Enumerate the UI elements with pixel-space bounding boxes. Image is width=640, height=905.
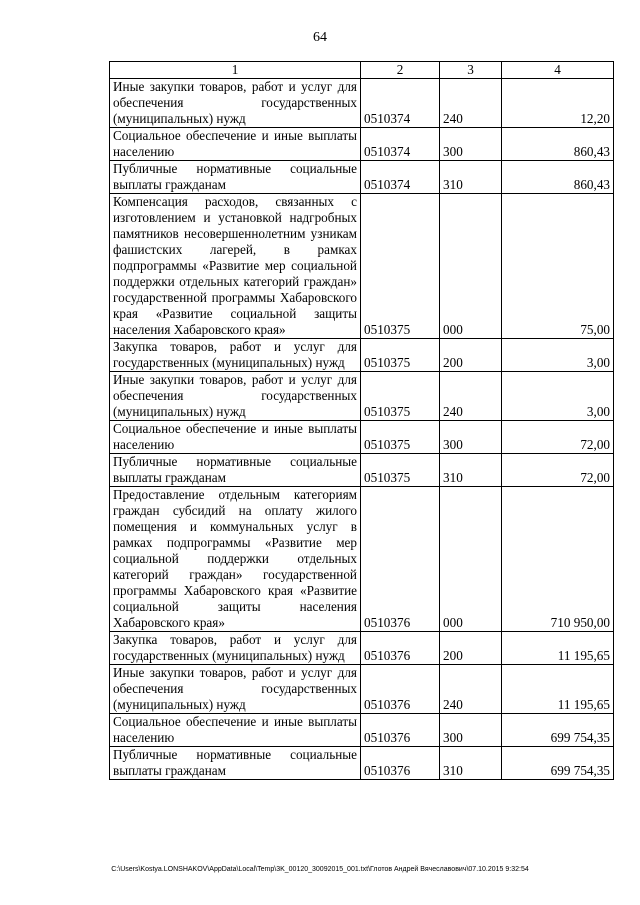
row-name-cell: Публичные нормативные социальные выплаты гражданам: [110, 747, 361, 780]
table-row: [110, 747, 614, 780]
row-name-cell: Закупка товаров, работ и услуг для государственных (муниципальных) нужд: [110, 339, 361, 372]
row-target-article-cell: 0510375: [361, 194, 440, 339]
row-expense-type-cell: 300: [440, 128, 502, 161]
table-row: [110, 714, 614, 747]
row-expense-type-cell: 300: [440, 421, 502, 454]
table-row: [110, 161, 614, 194]
row-target-article-cell: 0510374: [361, 79, 440, 128]
row-expense-type-cell: 240: [440, 372, 502, 421]
row-name-cell: Иные закупки товаров, работ и услуг для обеспечения государственных (муниципальных) нужд: [110, 79, 361, 128]
column-header-2: 2: [361, 62, 440, 79]
row-amount-cell: 699 754,35: [502, 714, 614, 747]
row-target-article-cell: 0510375: [361, 454, 440, 487]
row-expense-type-cell: 000: [440, 487, 502, 632]
row-expense-type-cell: 200: [440, 632, 502, 665]
row-expense-type-cell: 310: [440, 454, 502, 487]
column-header-1: 1: [110, 62, 361, 79]
table-row: [110, 421, 614, 454]
row-target-article-cell: 0510376: [361, 487, 440, 632]
table-row: [110, 632, 614, 665]
column-header-4: 4: [502, 62, 614, 79]
row-name-cell: Предоставление отдельным категориям граждан субсидий на оплату жилого помещения и коммунальных услуг в рамках подпрограммы «Развитие мер социальной поддержки отдельных категорий граждан» государственной программы Хабаровского края «Развитие социальной защиты населения Хабаровского края»: [110, 487, 361, 632]
table-row: [110, 665, 614, 714]
row-amount-cell: 72,00: [502, 421, 614, 454]
row-amount-cell: 75,00: [502, 194, 614, 339]
table-row: [110, 372, 614, 421]
row-target-article-cell: 0510376: [361, 632, 440, 665]
row-expense-type-cell: 000: [440, 194, 502, 339]
row-amount-cell: 860,43: [502, 128, 614, 161]
row-name-cell: Социальное обеспечение и иные выплаты населению: [110, 128, 361, 161]
row-name-cell: Социальное обеспечение и иные выплаты населению: [110, 421, 361, 454]
row-expense-type-cell: 240: [440, 665, 502, 714]
row-expense-type-cell: 240: [440, 79, 502, 128]
row-amount-cell: 3,00: [502, 339, 614, 372]
row-target-article-cell: 0510375: [361, 339, 440, 372]
row-expense-type-cell: 310: [440, 161, 502, 194]
table-row: [110, 339, 614, 372]
row-name-cell: Публичные нормативные социальные выплаты гражданам: [110, 161, 361, 194]
table-row: [110, 79, 614, 128]
row-amount-cell: 11 195,65: [502, 632, 614, 665]
table-row: [110, 194, 614, 339]
row-expense-type-cell: 310: [440, 747, 502, 780]
row-target-article-cell: 0510376: [361, 714, 440, 747]
header-row: [110, 62, 614, 79]
table-body: [110, 62, 614, 780]
row-amount-cell: 72,00: [502, 454, 614, 487]
row-target-article-cell: 0510374: [361, 128, 440, 161]
table-row: [110, 128, 614, 161]
file-path-footer: C:\Users\Kostya.LONSHAKOV\AppData\Local\Temp\3K_00120_30092015_001.txt\Глотов Андрей Вячеславович\07.10.2015 9:32:54: [111, 866, 529, 873]
row-target-article-cell: 0510376: [361, 665, 440, 714]
row-name-cell: Компенсация расходов, связанных с изготовлением и установкой надгробных памятников несовершеннолетним узникам фашистских лагерей, в рамках подпрограммы «Развитие мер социальной поддержки отдельных категорий граждан» государственной программы Хабаровского края «Развитие социальной защиты населения Хабаровского края»: [110, 194, 361, 339]
row-target-article-cell: 0510374: [361, 161, 440, 194]
page-number: 64: [313, 30, 327, 45]
row-amount-cell: 699 754,35: [502, 747, 614, 780]
row-amount-cell: 12,20: [502, 79, 614, 128]
table-row: [110, 454, 614, 487]
row-amount-cell: 11 195,65: [502, 665, 614, 714]
row-target-article-cell: 0510376: [361, 747, 440, 780]
table-row: [110, 487, 614, 632]
row-target-article-cell: 0510375: [361, 372, 440, 421]
column-header-3: 3: [440, 62, 502, 79]
row-amount-cell: 3,00: [502, 372, 614, 421]
row-name-cell: Публичные нормативные социальные выплаты гражданам: [110, 454, 361, 487]
row-expense-type-cell: 300: [440, 714, 502, 747]
row-name-cell: Иные закупки товаров, работ и услуг для обеспечения государственных (муниципальных) нужд: [110, 665, 361, 714]
budget-table: [109, 61, 614, 780]
row-name-cell: Социальное обеспечение и иные выплаты населению: [110, 714, 361, 747]
row-target-article-cell: 0510375: [361, 421, 440, 454]
row-expense-type-cell: 200: [440, 339, 502, 372]
row-amount-cell: 860,43: [502, 161, 614, 194]
row-amount-cell: 710 950,00: [502, 487, 614, 632]
row-name-cell: Иные закупки товаров, работ и услуг для обеспечения государственных (муниципальных) нужд: [110, 372, 361, 421]
row-name-cell: Закупка товаров, работ и услуг для государственных (муниципальных) нужд: [110, 632, 361, 665]
